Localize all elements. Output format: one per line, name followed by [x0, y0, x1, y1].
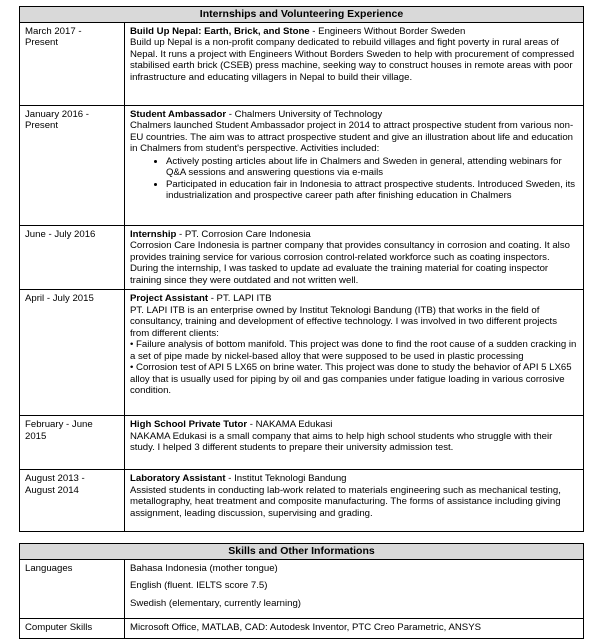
section-header-row	[20, 544, 584, 560]
experience-description: PT. LAPI ITB is an enterprise owned by Institut Teknologi Bandung (ITB) that works in the field of consultancy, training and development of effective technology. I was involved in two different projects from different clients:	[130, 304, 557, 339]
experience-role: Project Assistant	[130, 293, 209, 305]
experience-org: - Institut Teknologi Bandung	[225, 473, 347, 485]
experience-description: Corrosion Care Indonesia is partner company that provides consultancy in corrosion and coating. It also provides training service for various corrosion control-related workforce such as coating inspectors. During the internship, I was tasked to update ad evaluate the training material for coating inspector training since they were outdated and not written well.	[130, 240, 570, 286]
experience-role: Laboratory Assistant	[130, 473, 226, 485]
experience-detail	[125, 290, 584, 416]
experience-org: - Chalmers University of Technology	[226, 108, 383, 120]
skills-table	[19, 543, 584, 639]
experience-date: April - July 2015	[20, 290, 125, 416]
section-header-row	[20, 7, 584, 23]
experience-role: Internship	[130, 228, 177, 240]
skills-row	[20, 619, 584, 639]
experience-description: NAKAMA Edukasi is a small company that aims to help high school students who struggle with their study. I helped 3 different students to prepare their university admission test.	[130, 430, 553, 454]
experience-org: - PT. LAPI ITB	[208, 293, 272, 305]
project-line: • Failure analysis of bottom manifold. This project was done to find the root cause of a sudden cracking in a set of pipe made by nickel-based alloy that were supposed to be used in plastic processing	[130, 339, 577, 362]
skills-detail: Microsoft Office, MATLAB, CAD: Autodesk Inventor, PTC Creo Parametric, ANSYS	[125, 619, 584, 639]
experience-role: Build Up Nepal: Earth, Brick, and Stone	[130, 25, 310, 37]
experience-title	[130, 109, 578, 121]
experience-org: - NAKAMA Edukasi	[247, 419, 333, 431]
experience-role: Student Ambassador	[130, 108, 227, 120]
experience-detail	[125, 416, 584, 470]
experience-row	[20, 225, 584, 290]
experience-row	[20, 22, 584, 105]
bullet-item: • Participated in education fair in Indonesia to attract prospective students. Introduced Sweden, its industrialization and prospective career path after finishing education in Chalmers	[166, 179, 578, 202]
experience-description: Chalmers launched Student Ambassador project in 2014 to attract prospective student from various non-EU countries. The aim was to attract prospective student and give an illustration about life and education in Chalmers from student's perspective. Activities included:	[130, 120, 574, 155]
experience-row	[20, 105, 584, 225]
skills-row	[20, 559, 584, 619]
project-line: • Corrosion test of API 5 LX65 on brine water. This project was done to study the behavior of API 5 LX65 alloy that is usually used for piping by oil and gas companies under fatigue loading in various corrosive condition.	[130, 362, 572, 397]
experience-org: - PT. Corrosion Care Indonesia	[176, 228, 311, 240]
language-item: Bahasa Indonesia (mother tongue)	[130, 562, 278, 574]
experience-row	[20, 470, 584, 532]
experience-date: February - June 2015	[20, 416, 125, 470]
experience-role: High School Private Tutor	[130, 419, 248, 431]
experience-detail	[125, 225, 584, 290]
experience-description: Assisted students in conducting lab-work related to materials engineering such as mechanical testing, metallography, heat treatment and composite manufacturing. The forms of assistance including giving assignment, leading discussion, supervising and grading.	[130, 484, 561, 519]
section-heading: Skills and Other Informations	[20, 544, 584, 560]
language-item: English (fluent. IELTS score 7.5)	[130, 580, 268, 592]
experience-title	[130, 473, 578, 485]
experience-bullets	[130, 156, 578, 202]
language-item: Swedish (elementary, currently learning)	[130, 597, 301, 609]
experience-description: Build up Nepal is a non-profit company dedicated to rebuild villages and fight poverty in rural areas of Nepal. It runs a project with Engineers Without Borders Sweden to help with procurement of compressed stabilised earth brick (CSEB) press machine, seeking way to construct houses in remote areas with poor infrastructure and educating villagers in Nepal to build their village.	[130, 37, 575, 83]
experience-title	[130, 419, 578, 431]
experience-detail	[125, 470, 584, 532]
experience-date: January 2016 - Present	[20, 105, 125, 225]
experience-row	[20, 290, 584, 416]
experience-title	[130, 229, 578, 241]
experience-date: March 2017 - Present	[20, 22, 125, 105]
skills-label: Languages	[20, 559, 125, 619]
experience-date: June - July 2016	[20, 225, 125, 290]
skills-label: Computer Skills	[20, 619, 125, 639]
experience-title	[130, 26, 578, 38]
experience-detail	[125, 105, 584, 225]
bullet-item: • Actively posting articles about life in Chalmers and Sweden in general, attending webinars for Q&A sessions and answering questions via e-mails	[166, 156, 578, 179]
internships-table	[19, 6, 584, 532]
section-heading: Internships and Volunteering Experience	[20, 7, 584, 23]
experience-date: August 2013 - August 2014	[20, 470, 125, 532]
experience-org: - Engineers Without Border Sweden	[309, 25, 466, 37]
experience-detail	[125, 22, 584, 105]
experience-row	[20, 416, 584, 470]
experience-title	[130, 293, 578, 305]
skills-detail	[125, 559, 584, 619]
